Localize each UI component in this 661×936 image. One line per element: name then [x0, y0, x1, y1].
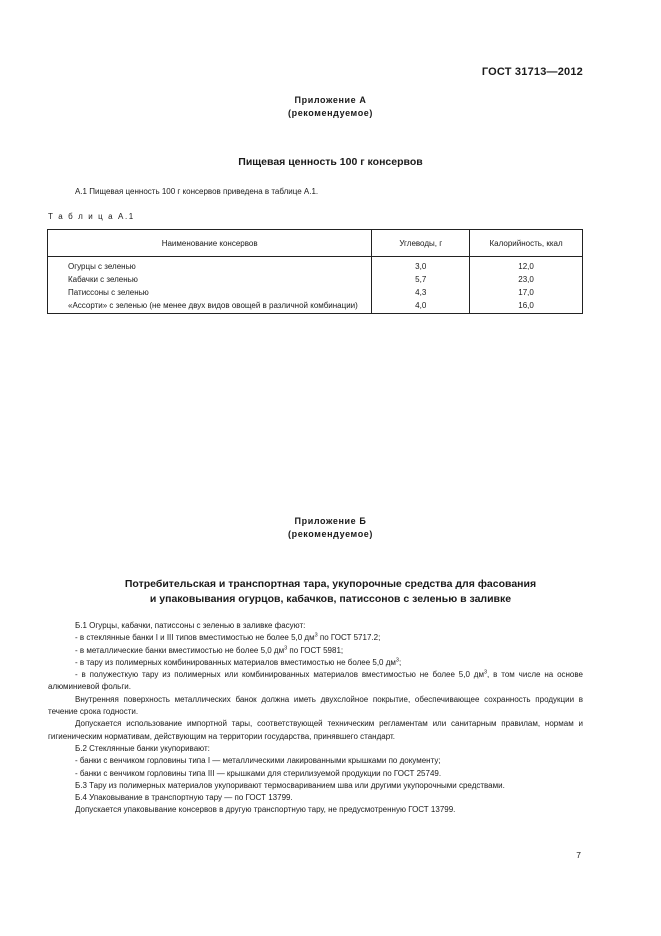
list-item-text-end: по ГОСТ 5717.2; [317, 633, 381, 643]
row-name: Кабачки с зеленью [48, 273, 372, 286]
list-item-text: - в полужесткую тару из полимерных или комбинированных материалов вместимостью не более 5,0 дм [75, 670, 484, 680]
paragraph-inner-coating: Внутренняя поверхность металлических банок должна иметь двухслойное покрытие, обеспечивающее сохранность продукции в течение срока годности. [48, 694, 583, 717]
appendix-a-heading: Пищевая ценность 100 г консервов [238, 156, 423, 168]
row-carbs: 4,3 [372, 286, 470, 299]
paragraph-b3: Б.3 Тару из полимерных материалов укупоривают термосвариванием шва или другими укупорочными средствами. [75, 780, 505, 790]
paragraph-import: Допускается использование импортной тары, соответствующей техническим регламентам или санитарным правилам, нормам и гигиеническим нормативам, действующим на территории государства, принявшего стандарт. [48, 719, 583, 741]
paragraph-b4-alt: Допускается упаковывание консервов в другую транспортную тару, не предусмотренную ГОСТ 13799. [75, 805, 456, 815]
appendix-b-status: (рекомендуемое) [288, 529, 373, 539]
column-header-kcal: Калорийность, ккал [470, 230, 583, 257]
appendix-a-status: (рекомендуемое) [288, 108, 373, 118]
paragraph-b2: Б.2 Стеклянные банки укупоривают: [75, 743, 210, 753]
nutrition-table [47, 229, 583, 314]
row-carbs: 3,0 [372, 257, 470, 274]
list-item-text: - в стеклянные банки I и III типов вместимостью не более 5,0 дм [75, 633, 315, 643]
list-item: - банки с венчиком горловины типа III — крышками для стерилизуемой продукции по ГОСТ 25749. [75, 768, 442, 778]
list-item-text-end: ; [398, 657, 402, 667]
paragraph-b1: Б.1 Огурцы, кабачки, патиссоны с зеленью в заливке фасуют: [75, 621, 306, 630]
appendix-a-intro: А.1 Пищевая ценность 100 г консервов приведена в таблице А.1. [75, 187, 319, 196]
document-header: ГОСТ 31713—2012 [481, 66, 583, 78]
row-kcal: 23,0 [470, 273, 583, 286]
table-row [48, 257, 583, 274]
appendix-b-title: Приложение Б [294, 516, 367, 526]
table-row [48, 299, 583, 314]
list-item [48, 645, 583, 657]
appendix-b-heading-line1: Потребительская и транспортная тара, укупорочные средства для фасования [124, 578, 537, 590]
column-header-name: Наименование консервов [48, 230, 372, 257]
list-item-text-end: , в том числе на основе алюминиевой фольги. [48, 670, 583, 692]
list-item-text-end: по ГОСТ 5981; [287, 645, 344, 655]
table-row [48, 286, 583, 299]
row-kcal: 16,0 [470, 299, 583, 314]
paragraph-b4: Б.4 Упаковывание в транспортную тару — по ГОСТ 13799. [75, 793, 293, 803]
superscript: 3 [284, 644, 288, 651]
row-carbs: 4,0 [372, 299, 470, 314]
superscript: 3 [314, 632, 318, 639]
list-item-text: - в металлические банки вместимостью не более 5,0 дм [75, 645, 285, 655]
superscript: 3 [395, 657, 399, 664]
appendix-a-title: Приложение А [294, 95, 367, 105]
table-header-row [48, 230, 583, 257]
row-name: Патиссоны с зеленью [48, 286, 372, 299]
list-item-text: - в тару из полимерных комбинированных материалов вместимостью не более 5,0 дм [75, 657, 396, 667]
list-item [48, 657, 583, 669]
row-name: «Ассорти» с зеленью (не менее двух видов овощей в различной комбинации) [48, 299, 372, 314]
column-header-carbs: Углеводы, г [372, 230, 470, 257]
table-label: Т а б л и ц а А.1 [48, 212, 135, 221]
table-row [48, 273, 583, 286]
list-item: - банки с венчиком горловины типа I — металлическими лакированными крышками по документу; [75, 756, 441, 766]
appendix-b-body [48, 620, 583, 817]
superscript: 3 [483, 669, 488, 676]
row-carbs: 5,7 [372, 273, 470, 286]
page-number: 7 [576, 850, 581, 860]
list-item [48, 632, 583, 644]
row-kcal: 12,0 [470, 257, 583, 274]
list-item [48, 669, 583, 694]
row-kcal: 17,0 [470, 286, 583, 299]
row-name: Огурцы с зеленью [48, 257, 372, 274]
appendix-b-heading-line2: и упаковывания огурцов, кабачков, патиссонов с зеленью в заливке [149, 593, 512, 605]
